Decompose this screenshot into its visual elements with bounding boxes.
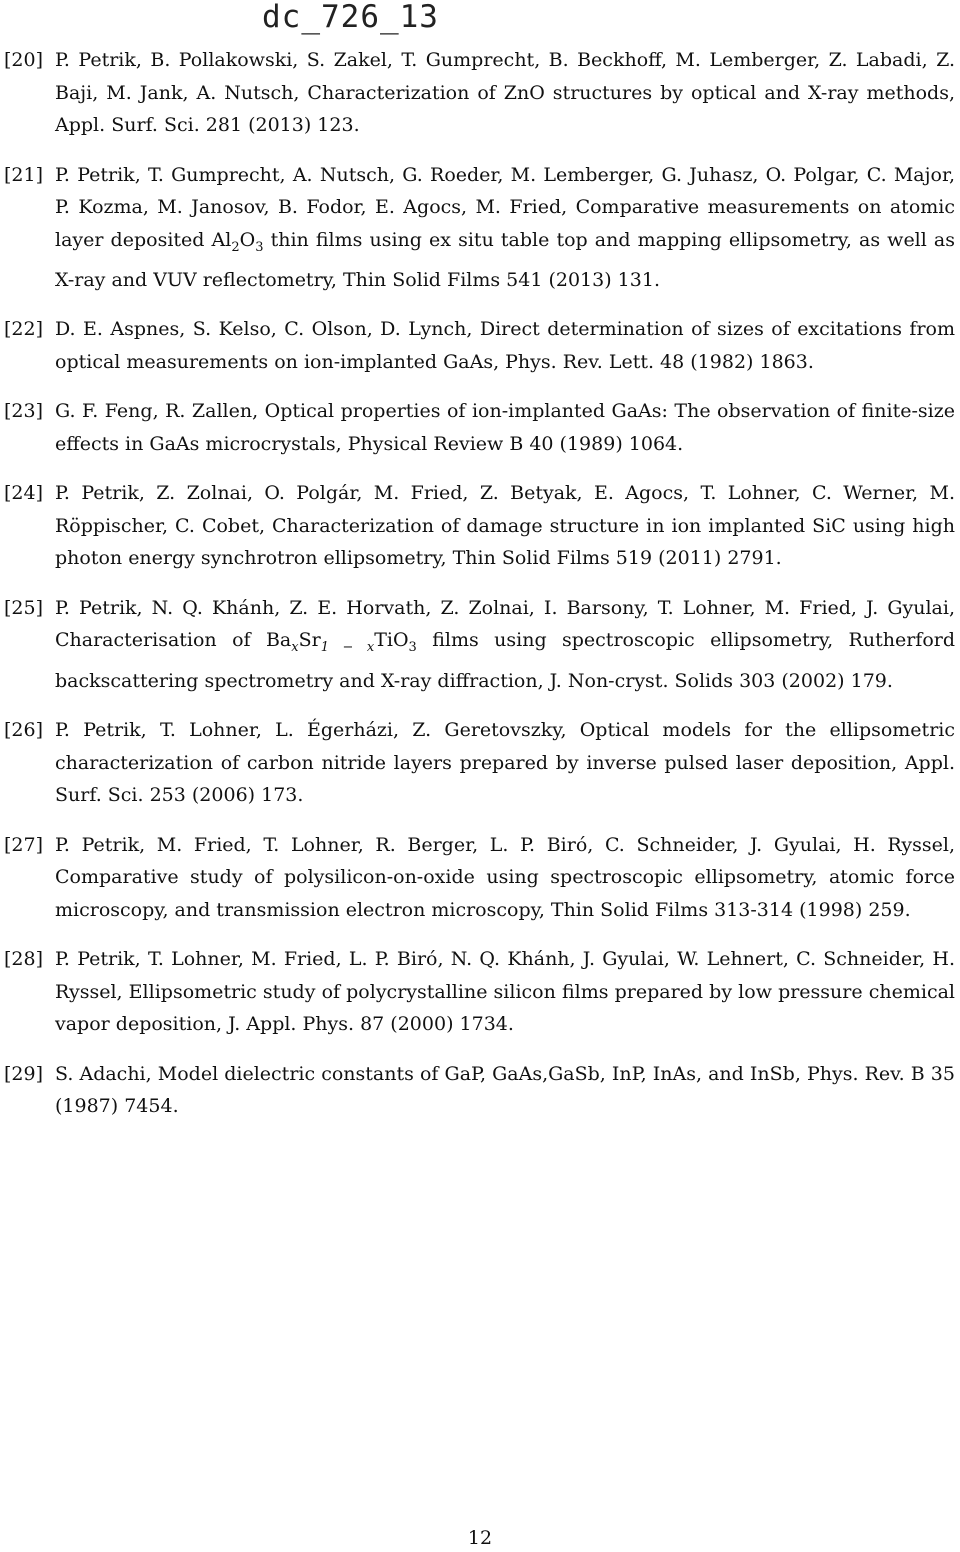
reference-item [0, 477, 960, 575]
reference-text [55, 159, 955, 297]
reference-number: [27] [4, 833, 44, 856]
reference-text: P. Petrik, B. Pollakowski, S. Zakel, T. Gumprecht, B. Beckhoff, M. Lemberger, Z. Labadi, Z. Baji, M. Jank, A. Nutsch, Characterization of ZnO structures by optical and X-ray methods, Appl. Surf. Sci. 281 (2013) 123. [55, 49, 955, 136]
reference-text: P. Petrik, M. Fried, T. Lohner, R. Berger, L. P. Biró, C. Schneider, J. Gyulai, H. Ryssel, Comparative study of polysilicon-on-oxide using spectroscopic ellipsometry, atomic force microscopy, and transmission electron microscopy, Thin Solid Films 313-314 (1998) 259. [55, 833, 955, 921]
reference-number: [22] [4, 318, 44, 341]
reference-number: [25] [4, 596, 44, 619]
reference-item [0, 44, 960, 142]
reference-text-part: P. Petrik, T. Gumprecht, A. Nutsch, G. Roeder, M. Lemberger, G. Juhasz, O. Polgar, C. Major, P. Kozma, M. Janosov, B. Fodor, E. Agocs, M. Fried, Comparative measurements on atomic layer deposited [55, 163, 955, 251]
reference-item [0, 829, 960, 927]
reference-item [0, 395, 960, 460]
reference-item [0, 714, 960, 812]
reference-text: P. Petrik, T. Lohner, M. Fried, L. P. Biró, N. Q. Khánh, J. Gyulai, W. Lehnert, C. Schneider, H. Ryssel, Ellipsometric study of polycrystalline silicon films prepared by low pressure chemical vapor deposition, J. Appl. Phys. 87 (2000) 1734. [55, 948, 955, 1036]
reference-number: [24] [4, 482, 44, 505]
reference-text: P. Petrik, T. Lohner, L. Égerházi, Z. Geretovszky, Optical models for the ellipsometric characterization of carbon nitride layers prepared by inverse pulsed laser deposition, Appl. Surf. Sci. 253 (2006) 173. [55, 719, 955, 807]
reference-number: [20] [4, 49, 44, 71]
reference-number: [23] [4, 400, 44, 423]
document-id-header: dc_726_13 [262, 0, 439, 35]
chemical-formula: $Ba_xSr_{1 - x}TiO_3$ [265, 629, 417, 656]
reference-item [0, 943, 960, 1041]
reference-item [0, 592, 960, 697]
reference-text: P. Petrik, Z. Zolnai, O. Polgár, M. Fried, Z. Betyak, E. Agocs, T. Lohner, C. Werner, M. Röppischer, C. Cobet, Characterization of damage structure in ion implanted SiC using high photon energy synchrotron ellipsometry, Thin Solid Films 519 (2011) 2791. [55, 482, 955, 570]
reference-text-part: films using spectroscopic ellipsometry, Rutherford backscattering spectrometry and X-ray diffraction, J. Non-cryst. Solids 303 (2002) 179. [55, 629, 956, 692]
reference-text [55, 592, 955, 697]
reference-list [0, 44, 960, 1139]
page-number: 12 [467, 1527, 493, 1549]
reference-item [0, 313, 960, 378]
reference-item [0, 159, 960, 297]
reference-number: [26] [4, 719, 44, 742]
reference-item [0, 1058, 960, 1123]
reference-text: D. E. Aspnes, S. Kelso, C. Olson, D. Lynch, Direct determination of sizes of excitations from optical measurements on ion-implanted GaAs, Phys. Rev. Lett. 48 (1982) 1863. [55, 318, 955, 373]
reference-number: [28] [4, 948, 44, 971]
reference-text-part: thin films using ex situ table top and mapping ellipsometry, as well as X-ray and VUV reflectometry, Thin Solid Films 541 (2013) 131. [55, 228, 956, 291]
reference-number: [21] [4, 163, 44, 186]
chemical-formula: $Al_2O_3$ [211, 228, 264, 255]
reference-number: [29] [4, 1062, 44, 1085]
reference-text: G. F. Feng, R. Zallen, Optical properties of ion-implanted GaAs: The observation of finite-size effects in GaAs microcrystals, Physical Review B 40 (1989) 1064. [55, 400, 955, 455]
reference-text: S. Adachi, Model dielectric constants of GaP, GaAs,GaSb, InP, InAs, and InSb, Phys. Rev. B 35 (1987) 7454. [55, 1062, 955, 1118]
reference-text-part: P. Petrik, N. Q. Khánh, Z. E. Horvath, Z. Zolnai, I. Barsony, T. Lohner, M. Fried, J. Gyulai, Characterisation of [55, 596, 955, 652]
